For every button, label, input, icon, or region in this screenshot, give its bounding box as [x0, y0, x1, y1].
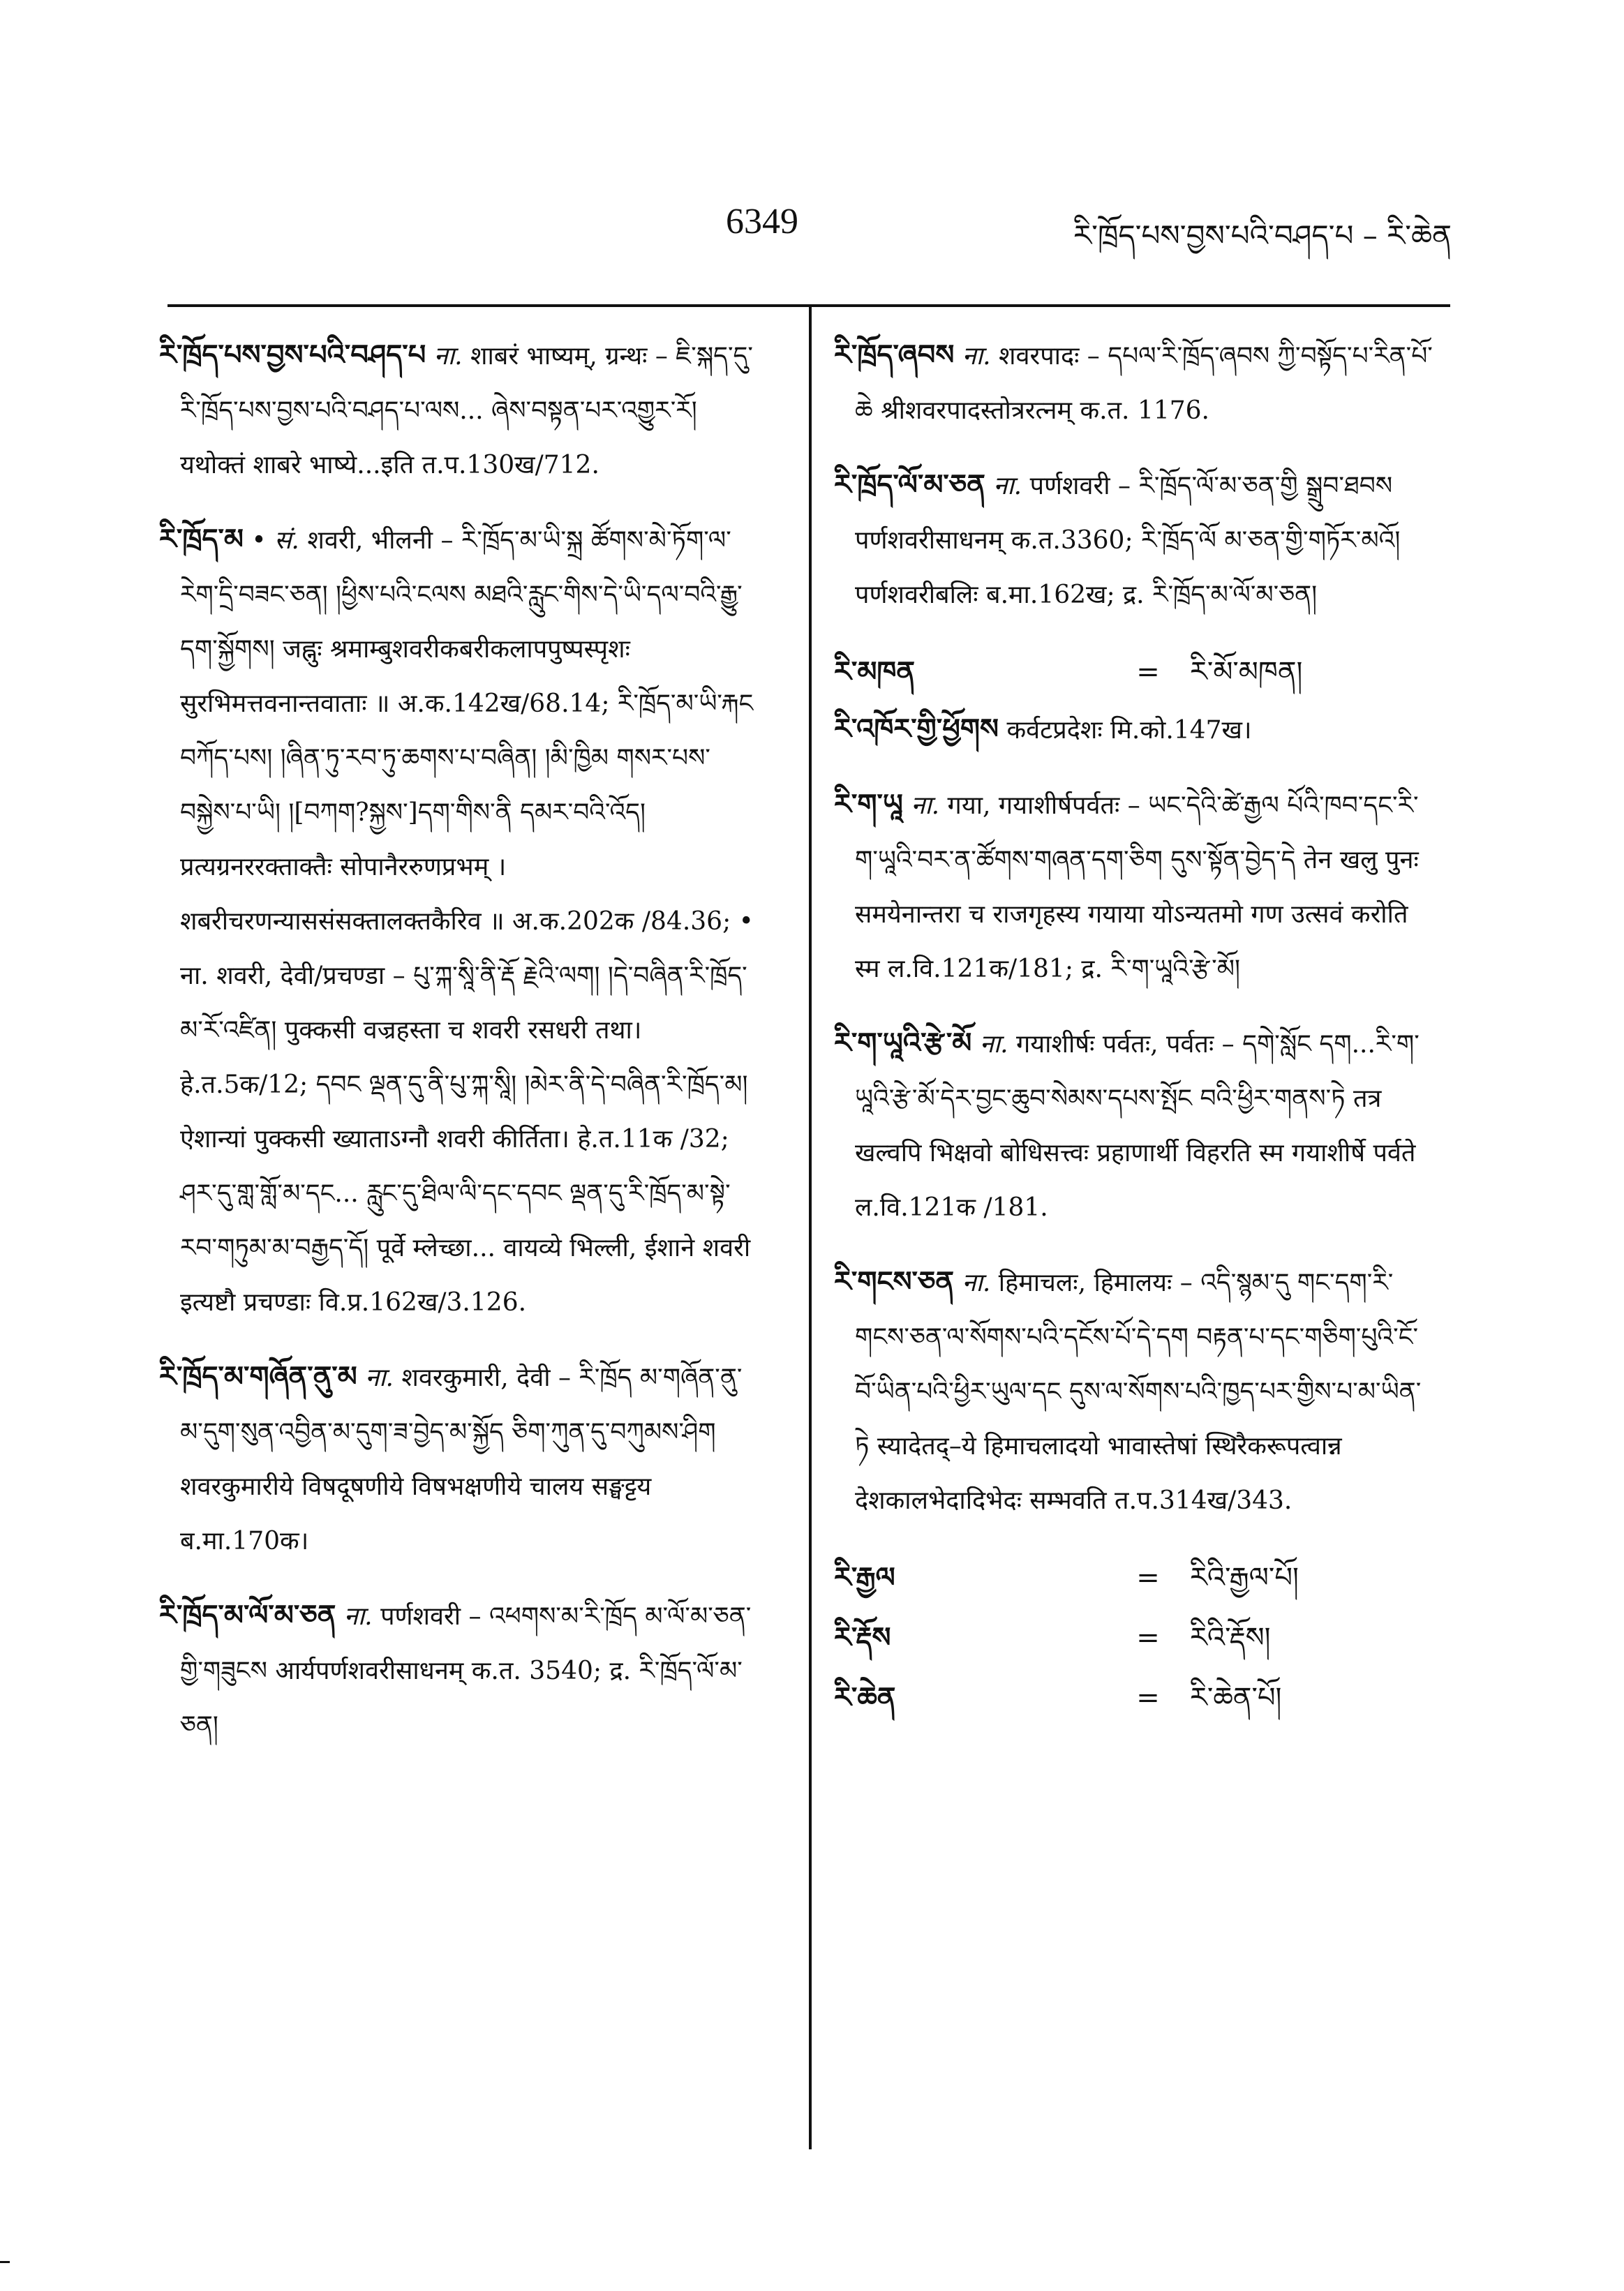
dictionary-entry — [159, 328, 759, 493]
entry-grammar: ना. — [993, 472, 1022, 500]
entry-body: पर्णशवरी – འཕགས་མ་རི་ཁྲོད མ་ལོ་མ་ཅན་གྱི་གཟུངས आर्यपर्णशवरीसाधनम् क.त. 3540; द्र. རི་ཁྲོད་ལོ་མ་ཅན། — [180, 1602, 752, 1740]
cross-reference-target: རིའི་རྒྱལ་པོ། — [1190, 1562, 1299, 1594]
dictionary-entry — [834, 1255, 1434, 1528]
cross-reference-target: རི་ཆེན་པོ། — [1190, 1682, 1282, 1714]
entry-headword: རི་ཁྲོད་མ་གཞོན་ནུ་མ — [159, 1360, 357, 1393]
entry-headword: རི་འཁོར་གྱི་ཕྱོགས — [834, 712, 999, 745]
entry-headword: རི་ཁྲོད་ལོ་མ་ཅན — [834, 468, 985, 501]
entry-body: हिमाचलः, हिमालयः – འདི་སྙམ་དུ གང་དག་རི་གངས་ཅན་ལ་སོགས་པའི་དངོས་པོ་དེ་དག བརྟན་པ་དང་གཅིག་པུའི་ངོ་བོ་ཡིན་པའི་ཕྱིར་ཡུལ་དང དུས་ལ་སོགས་པའི་ཁྱད་པར་གྱིས་པ་མ་ཡིན་ཏེ स्यादेतद्–ये हिमाचलादयो भावास्तेषां स्थिरैकरूपत्वान्न देशकालभेदादिभेदः सम्भवति त.प.314ख/343. — [855, 1269, 1422, 1515]
dictionary-entry — [834, 777, 1434, 997]
dictionary-entry — [159, 1350, 759, 1569]
entry-body: शवरी, भीलनी – རི་ཁྲོད་མ་ཡི་སྐྲ ཚོགས་མེ་ཏོག་ལ་རེག་དྲི་བཟང་ཅན། །ཕྱིས་པའི་ངལས མཐའི་རླུང་གིས་དེ་ཡི་དལ་བའི་རྒྱུ་དག་སྐྱོགས། जह्नुः श्रमाम्बुशवरीकबरीकलापपुष्पस्पृशः सुरभिमत्तवनान्तवाताः ॥ अ.क.142ख/68.14; རི་ཁྲོད་མ་ཡི་རྐང བཀོད་པས། །ཞིན་ཏུ་རབ་ཏུ་ཆགས་པ་བཞིན། །མི་ཁྱིམ གསར་པས་བསྐྱེས་པ་ཡི། །[བཀག?སྐྱས་]དག་གིས་ནི དམར་བའི་འོད། प्रत्यग्रनररक्ताक्तैः सोपानैररुणप्रभम् । शबरीचरणन्याससंसक्तालक्तकैरिव ॥ अ.क.202क /84.36; • ना. शवरी, देवी/प्रचण्डा – པུ་ཀྐ་སཱི་ནི་རྡོ རྗེའི་ལག། །དེ་བཞིན་རི་ཁྲོད་མ་རོ་འཛིན། पुक्कसी वज्रहस्ता च शवरी रसधरी तथा। हे.त.5क/12; དབང ལྡན་དུ་ནི་པུ་ཀྐ་སཱི། །མེར་ནི་དེ་བཞིན་རི་ཁྲོད་མ། ऐशान्यां पुक्कसी ख्याताऽग्नौ शवरी कीर्तिता। हे.त.11क /32; ཤར་དུ་གླ་གློ་མ་དང... རླུང་དུ་ཐིལ་ལི་དང་དབང ལྡན་དུ་རི་ཁྲོད་མ་སྟེ་རབ་གཏུམ་མ་བརྒྱད་དོ། पूर्वे म्लेच्छा... वायव्ये भिल्ली, ईशाने शवरी इत्यष्टौ प्रचण्डाः वि.प्र.162ख/3.126. — [180, 526, 754, 1317]
cross-reference-entry — [834, 1608, 1434, 1668]
entry-body: गयाशीर्षः पर्वतः, पर्वतः – དགེ་སློང དག...རི་ག་ཡཱའི་རྩེ་མོ་དེར་བྱང་ཆུབ་སེམས་དཔས་སྤོང བའི་ཕྱིར་གནས་ཏེ तत्र खल्वपि भिक्षवो बोधिसत्त्वः प्रहाणार्थी विहरति स्म गयाशीर्षे पर्वते ल.वि.121क /181. — [855, 1030, 1420, 1222]
entry-headword: རི་རྒྱལ — [834, 1561, 895, 1594]
entry-headword: རི་ཁྲོད་མ་ལོ་མ་ཅན — [159, 1599, 336, 1632]
right-column — [834, 328, 1434, 1728]
cross-reference-entry — [834, 1668, 1434, 1728]
page-number: 6349 — [726, 202, 798, 241]
left-column — [159, 328, 759, 1773]
entry-headword: རི་མཁན — [834, 655, 916, 688]
cross-reference-entry — [834, 642, 1434, 702]
equals-sign: = — [1136, 656, 1160, 688]
entry-body: शवरकुमारी, देवी – རི་ཁྲོད མ་གཞོན་ནུ་མ་དུག་སུན་འབྱིན་མ་དུག་ཟ་བྱེད་མ་སྐྱོད ཅིག་ཀུན་དུ་བཀུམས་ཤིག शवरकुमारीये विषदूषणीये विषभक्षणीये चालय सङ्घट्टय ब.मा.170क। — [180, 1364, 743, 1555]
entry-headword: རི་རྡོས — [834, 1621, 891, 1654]
dictionary-entry — [159, 1588, 759, 1753]
entry-headword: རི་ཁྲོད་མ — [159, 523, 244, 555]
entry-headword: རི་ཁྲོད་པས་བྱས་པའི་བཤད་པ — [159, 338, 426, 371]
dictionary-entry — [834, 328, 1434, 438]
dictionary-entry — [834, 458, 1434, 622]
equals-sign: = — [1136, 1622, 1160, 1654]
scan-mark — [0, 2261, 10, 2263]
entry-body: शाबरं भाष्यम्, ग्रन्थः – ཇི་སྐད་དུ་རི་ཁྲོད་པས་བྱས་པའི་བཤད་པ་ལས... ཞེས་བསྟན་པར་འགྱུར་རོ། यथोक्तं शाबरे भाष्ये...इति त.प.130ख/712. — [180, 342, 753, 479]
dictionary-entry — [159, 512, 759, 1330]
entry-grammar: ना. — [979, 1030, 1008, 1059]
equals-sign: = — [1136, 1562, 1160, 1594]
entry-headword: རི་ག་ཡཱ — [834, 788, 903, 821]
entry-grammar: ना. — [343, 1602, 373, 1631]
entry-grammar: ना. — [911, 791, 940, 820]
entry-headword: རི་ཆེན — [834, 1681, 896, 1714]
column-divider — [809, 307, 812, 2149]
cross-reference-target: རི་མོ་མཁན། — [1190, 656, 1303, 688]
entry-grammar: ना. — [365, 1364, 394, 1392]
entry-body: गया, गयाशीर्षपर्वतः – ཡང་དེའི་ཚེ་རྒྱལ པོའི་ཁབ་དང་རི་ག་ཡཱའི་བར་ན་ཚོགས་གཞན་དག་ཅིག དུས་སྟོན་བྱེད་དེ तेन खलु पुनः समयेनान्तरा च राजगृहस्य गयाया योऽन्यतमो गण उत्सवं करोति स्म ल.वि.121क/181; द्र. རི་ག་ཡཱའི་རྩེ་མོ། — [855, 791, 1419, 983]
entry-headword: རི་ཁྲོད་ཞབས — [834, 338, 955, 371]
dictionary-entry — [834, 1016, 1434, 1235]
entry-grammar: • सं. — [251, 526, 299, 555]
entry-headword: རི་ག་ཡཱའི་རྩེ་མོ — [834, 1027, 972, 1059]
running-head: རི་ཁྲོད་པས་བྱས་པའི་བཤད་པ – རི་ཆེན — [1073, 218, 1452, 253]
entry-headword: རི་གངས་ཅན — [834, 1265, 955, 1298]
dictionary-entry — [834, 702, 1434, 758]
entry-grammar: ना. — [962, 1269, 991, 1297]
entry-body: शवरपादः – དཔལ་རི་ཁྲོད་ཞབས ཀྱི་བསྟོད་པ་རིན་པོ་ཆེ श्रीशवरपादस्तोत्ररत्नम् क.त. 1176. — [855, 342, 1433, 425]
cross-reference-target: རིའི་རྡོས། — [1190, 1622, 1271, 1654]
entry-grammar: ना. — [433, 342, 463, 371]
equals-sign: = — [1136, 1682, 1160, 1714]
entry-grammar: ना. — [962, 342, 991, 371]
entry-body: पर्णशवरी – རི་ཁྲོད་ལོ་མ་ཅན་གྱི སྒྲུབ་ཐབས पर्णशवरीसाधनम् क.त.3360; རི་ཁྲོད་ལོ མ་ཅན་གྱི་གཏོར་མའོ། पर्णशवरीबलिः ब.मा.162ख; द्र. རི་ཁྲོད་མ་ལོ་མ་ཅན། — [855, 472, 1401, 609]
entry-body: कर्वटप्रदेशः मि.को.147ख। — [1006, 716, 1252, 745]
cross-reference-entry — [834, 1548, 1434, 1608]
